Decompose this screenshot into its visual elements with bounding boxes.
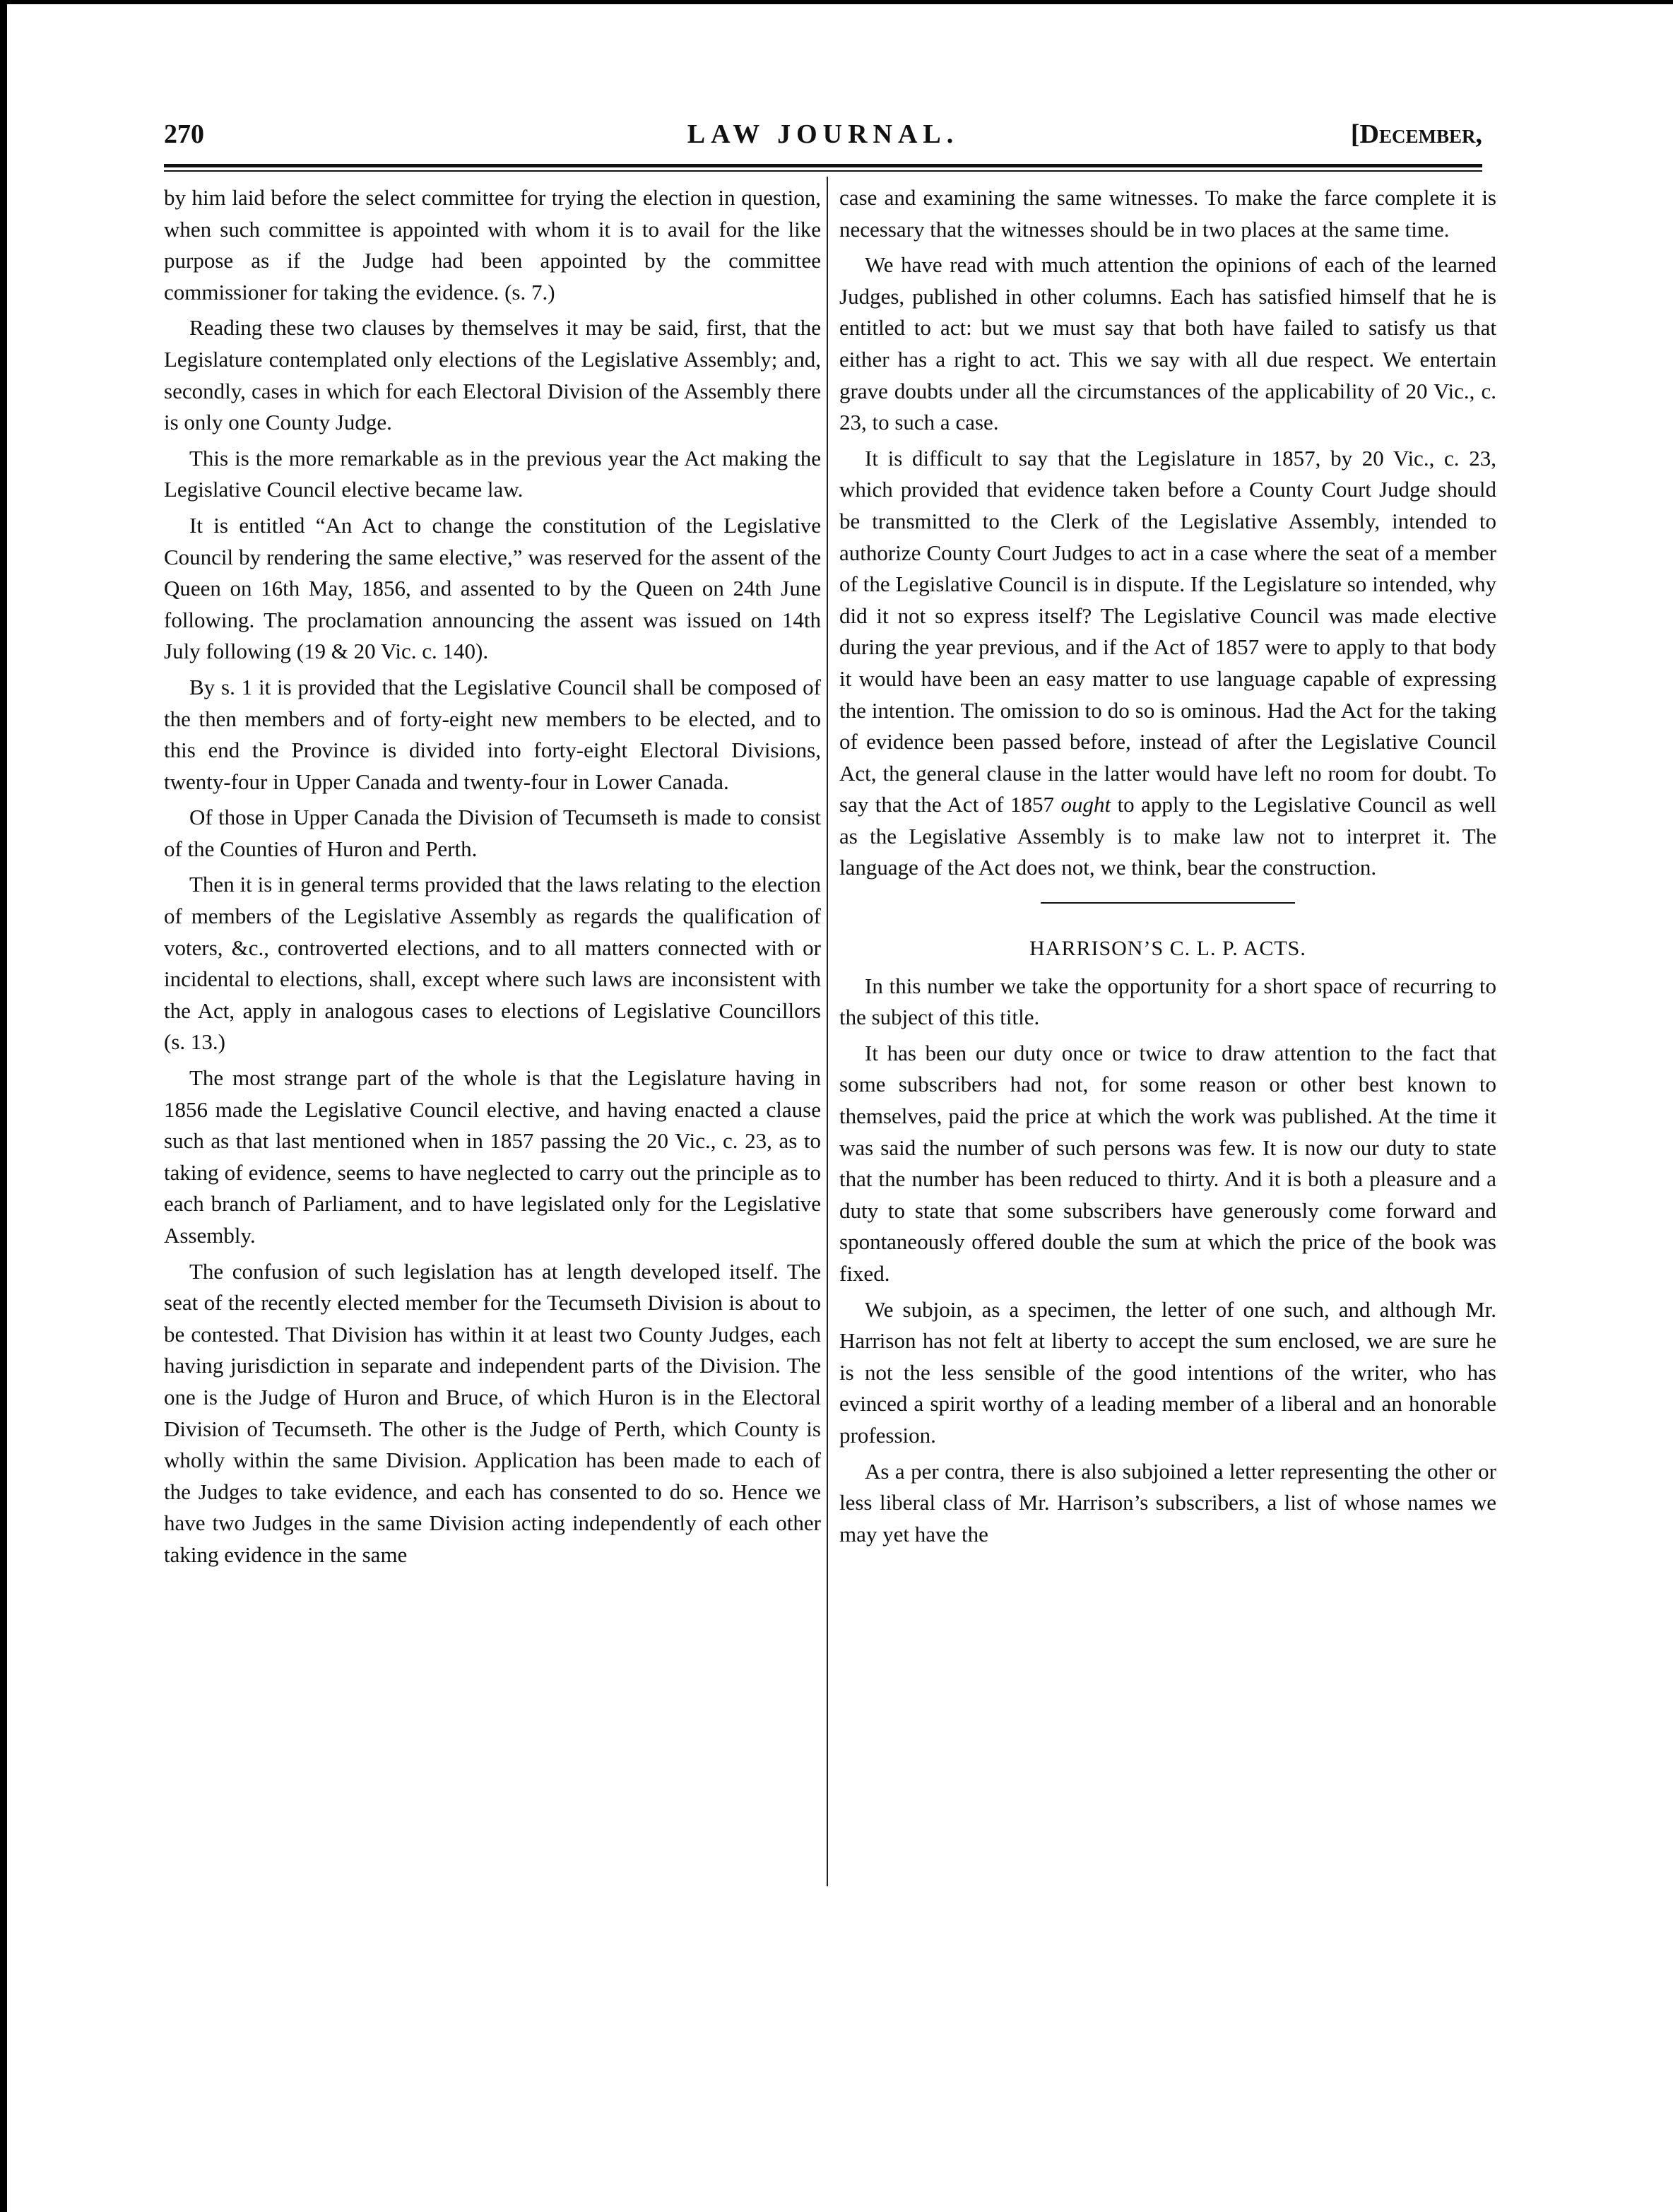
paragraph: We have read with much attention the opinions of each of the learned Judges, published in other columns. Each has satisfied himself that he is entitled to act: but we must say that both have failed to satisfy us that either has a right to act. This we say with all due respect. We entertain grave doubts under all the circumstances of the applicability of 20 Vic., c. 23, to such a case.	[839, 252, 1496, 435]
text-run: It is difficult to say that the Legislature in 1857, by 20 Vic., c. 23, which provided that evidence taken before a County Court Judge should be transmitted to the Clerk of the Legislative Assembly, intended to authorize County Court Judges to act in a case where the seat of a member of the Legislative Council is in dispute. If the Legislature so intended, why did it not so express itself? The Legislative Council was made elective during the year previous, and if the Act of 1857 were to apply to that body it would have been an easy matter to use language capable of expressing the intention. The omission to do so is ominous. Had the Act for the taking of evidence been passed before, instead of after the Legislative Council Act, the general clause in the latter would have left no room for doubt. To say that the Act of 1857	[839, 445, 1496, 817]
running-header	[164, 119, 1482, 158]
paragraph: case and examining the same witnesses. To make the farce complete it is necessary that the witnesses should be in two places at the same time.	[839, 185, 1496, 242]
paragraph: It has been our duty once or twice to draw attention to the fact that some subscribers had not, for some reason or other best known to themselves, paid the price at which the work was published. At the time it was said the number of such persons was few. It is now our duty to state that the number has been reduced to thirty. And it is both a pleasure and a duty to state that some subscribers have generously come forward and spontaneously offered double the sum at which the price of the book was fixed.	[839, 1040, 1496, 1286]
paragraph-act-of-1857	[839, 443, 1496, 884]
paragraph: Then it is in general terms provided that the laws relating to the election of members of the Legislative Assembly as regards the qualification of voters, &c., controverted elections, and to all matters connected with or incidental to elections, shall, except where such laws are inconsistent with the Act, apply in analogous cases to elections of Legislative Councillors (s. 13.)	[164, 872, 821, 1055]
paragraph: The most strange part of the whole is that the Legislature having in 1856 made the Legislative Council elective, and having enacted a clause such as that last mentioned when in 1857 passing the 20 Vic., c. 23, as to taking of evidence, seems to have neglected to carry out the principle as to each branch of Parliament, and to have legislated only for the Legislative Assembly.	[164, 1065, 821, 1248]
scan-border-top	[0, 0, 1673, 4]
header-rule-thick	[164, 164, 1482, 167]
paragraph: By s. 1 it is provided that the Legislative Council shall be composed of the then members and of forty-eight new members to be elected, and to this end the Province is divided into forty-eight Electoral Divisions, twenty-four in Upper Canada and twenty-four in Lower Canada.	[164, 674, 821, 794]
section-divider-rule	[1041, 902, 1295, 904]
italic-word: ought	[1060, 792, 1111, 817]
page-number: 270	[164, 119, 204, 149]
paragraph: Reading these two clauses by themselves it may be said, first, that the Legislature contemplated only elections of the Legislative Assembly; and, secondly, cases in which for each Electoral Division of the Assembly there is only one County Judge.	[164, 315, 821, 435]
text-run: to apply to the Legislative Council as well as the Legislative Assembly is to make law not to interpret it. The language of the Act does not, we think, bear the construction.	[839, 792, 1496, 880]
journal-title: LAW JOURNAL.	[687, 119, 959, 149]
paragraph: This is the more remarkable as in the previous year the Act making the Legislative Council elective became law.	[164, 445, 821, 502]
right-column	[839, 182, 1496, 1554]
paragraph: In this number we take the opportunity for a short space of recurring to the subject of this title.	[839, 973, 1496, 1030]
section-heading: HARRISON’S C. L. P. ACTS.	[1029, 937, 1306, 961]
paragraph: It is entitled “An Act to change the constitution of the Legislative Council by rendering the same elective,” was reserved for the assent of the Queen on 16th May, 1856, and assented to by the Queen on 24th June following. The proclamation announcing the assent was issued on 14th July following (19 & 20 Vic. c. 140).	[164, 512, 821, 664]
issue-month: [December,	[1350, 119, 1482, 149]
paragraph: As a per contra, there is also subjoined a letter representing the other or less liberal class of Mr. Harrison’s subscribers, a list of whose names we may yet have the	[839, 1458, 1496, 1546]
paragraph: We subjoin, as a specimen, the letter of one such, and although Mr. Harrison has not felt at liberty to accept the sum enclosed, we are sure he is not the less sensible of the good intentions of the writer, who has evinced a spirit worthy of a leading member of a liberal and an honorable profession.	[839, 1296, 1496, 1448]
scan-border-left	[0, 0, 7, 2212]
header-rule-thin	[164, 170, 1482, 172]
paragraph: Of those in Upper Canada the Division of Tecumseth is made to consist of the Counties of Huron and Perth.	[164, 805, 821, 861]
column-divider	[827, 177, 828, 1886]
paragraph: by him laid before the select committee for trying the election in question, when such committee is appointed with whom it is to avail for the like purpose as if the Judge had been appointed by the committee commissioner for taking the evidence. (s. 7.)	[164, 185, 821, 304]
left-column	[164, 182, 821, 1575]
paragraph: The confusion of such legislation has at length developed itself. The seat of the recently elected member for the Tecumseth Division is about to be contested. That Division has within it at least two County Judges, each having jurisdiction in separate and independent parts of the Division. The one is the Judge of Huron and Bruce, of which Huron is in the Electoral Division of Tecumseth. The other is the Judge of Perth, which County is wholly within the same Division. Application has been made to each of the Judges to take evidence, and each has consented to do so. Hence we have two Judges in the same Division acting independently of each other taking evidence in the same	[164, 1258, 821, 1567]
